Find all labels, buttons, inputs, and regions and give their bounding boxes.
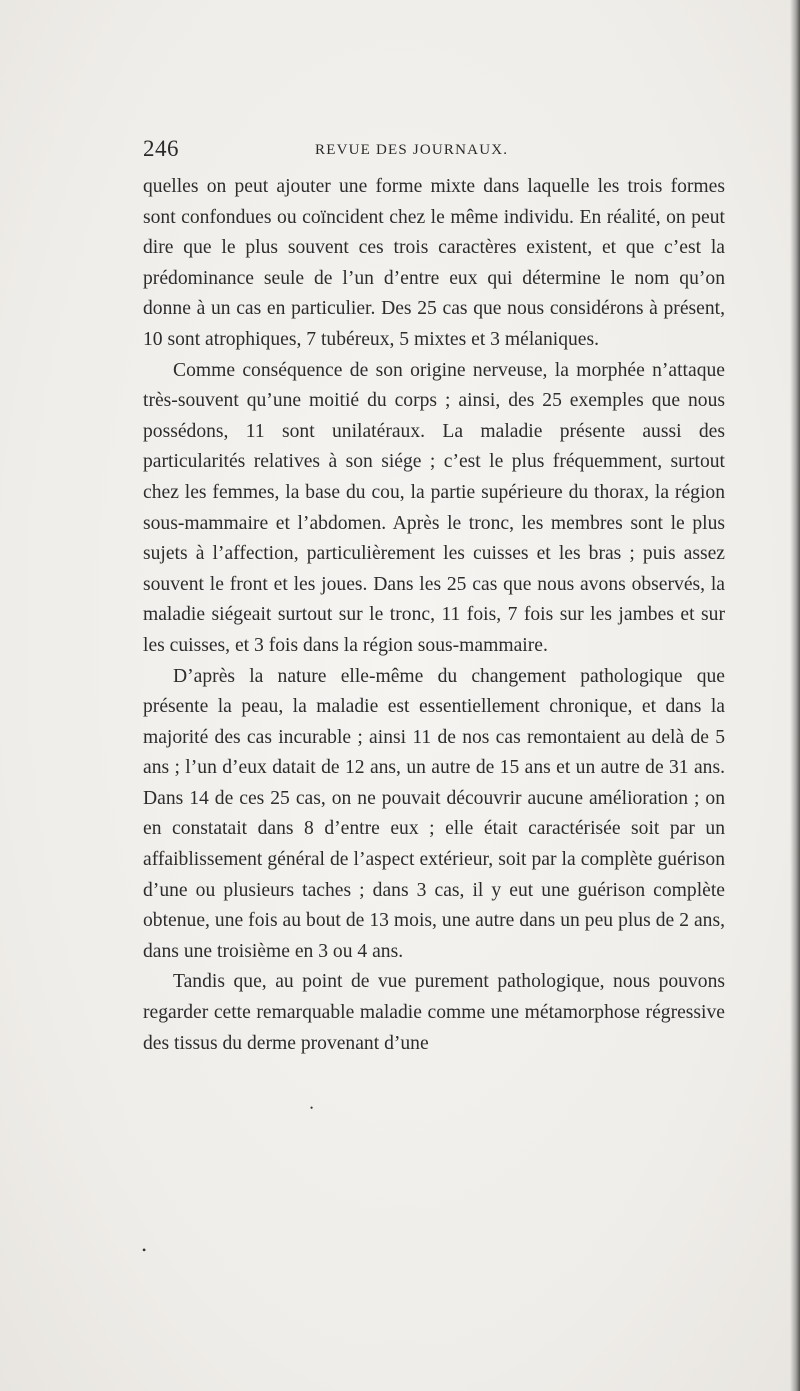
- paragraph-3: D’après la nature elle-même du changement pathologique que présente la peau, la maladie est essentiellement chronique, et dans la majorité des cas incurable ; ainsi 11 de nos cas remontaient au delà de 5 ans ; l’un d’eux datait de 12 ans, un autre de 15 ans et un autre de 31 ans. Dans 14 de ces 25 cas, on ne pouvait découvrir aucune amélioration ; on en constatait dans 8 d’entre eux ; elle était caractérisée soit par un affaiblissement général de l’aspect extérieur, soit par la complète guérison d’une ou plusieurs taches ; dans 3 cas, il y eut une guérison complète obtenue, une fois au bout de 13 mois, une autre dans un peu plus de 2 ans, dans une troisième en 3 ou 4 ans.: [143, 665, 725, 962]
- paragraph-4: Tandis que, au point de vue purement pathologique, nous pouvons regarder cette remarquable maladie comme une métamorphose régressive des tissus du derme provenant d’une: [143, 971, 725, 1054]
- running-head: REVUE DES JOURNAUX.: [315, 142, 509, 158]
- page-number: 246: [143, 136, 179, 161]
- ink-speck: •: [310, 1103, 314, 1113]
- paragraph-2: Comme conséquence de son origine nerveuse, la morphée n’attaque très-souvent qu’une moitié du corps ; ainsi, des 25 exemples que nous possédons, 11 sont unilatéraux. La maladie présente aussi des particularités relatives à son siége ; c’est le plus fréquemment, surtout chez les femmes, la base du cou, la partie supérieure du thorax, la région sous-mammaire et l’abdomen. Après le tronc, les membres sont le plus sujets à l’affection, particulièrement les cuisses et les bras ; puis assez souvent le front et les joues. Dans les 25 cas que nous avons observés, la maladie siégeait surtout sur le tronc, 11 fois, 7 fois sur les jambes et sur les cuisses, et 3 fois dans la région sous-mammaire.: [143, 359, 725, 656]
- ink-speck: •: [142, 1243, 147, 1257]
- page-edge-shadow: [790, 0, 800, 1391]
- page-header: [143, 136, 543, 168]
- paragraph-1: quelles on peut ajouter une forme mixte dans laquelle les trois formes sont confondues ou coïncident chez le même individu. En réalité, on peut dire que le plus souvent ces trois caractères existent, et que c’est la prédominance seule de l’un d’entre eux qui détermine le nom qu’on donne à un cas en particulier. Des 25 cas que nous considérons à présent, 10 sont atrophiques, 7 tubéreux, 5 mixtes et 3 mélaniques.: [143, 176, 725, 350]
- body-text: [143, 172, 725, 1059]
